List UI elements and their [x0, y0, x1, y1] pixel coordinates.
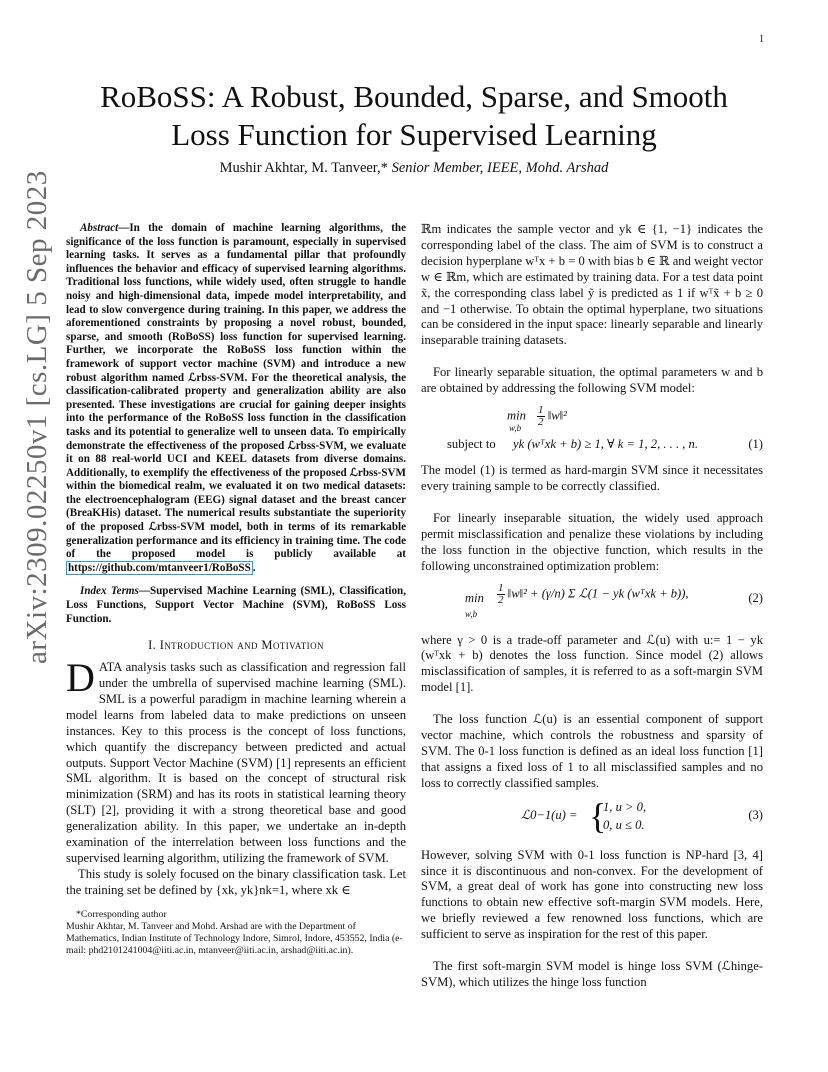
eq3-brace: {: [589, 795, 607, 836]
eq2-body: ‖w‖² + (γ/n) Σ ℒ(1 − yk (wᵀxk + b)),: [507, 585, 689, 600]
eq1-constraint: yk (wᵀxk + b) ≥ 1, ∀ k = 1, 2, . . . , n.: [513, 437, 699, 452]
section-heading: I. Introduction and Motivation: [148, 638, 324, 653]
page-number: 1: [759, 34, 764, 45]
index-terms: [66, 585, 406, 626]
eq2-min: min: [465, 590, 484, 605]
code-link[interactable]: https://github.com/mtanveer1/RoBoSS: [68, 561, 251, 574]
equation-2: [421, 579, 763, 629]
eq1-half: $\frac{1}{2}$: [538, 404, 544, 429]
title-line-1: RoBoSS: A Robust, Bounded, Sparse, and Smooth: [100, 79, 728, 114]
eq1-subscript: w,b: [509, 423, 522, 434]
arxiv-identifier-stamp: arXiv:2309.02250v1 [cs.LG] 5 Sep 2023: [21, 170, 53, 664]
author-line: [0, 160, 828, 177]
footnote: [66, 909, 406, 957]
abstract: [66, 222, 406, 575]
index-terms-body: —Supervised Machine Learning (SML), Classification, Loss Functions, Support Vector Machine (SVM), RoBoSS Loss Function.: [66, 585, 406, 625]
equation-1: [421, 401, 763, 459]
title-line-2: Loss Function for Supervised Learning: [171, 117, 657, 152]
intro-paragraph-1: [66, 655, 406, 867]
eq3-lhs: ℒ0−1(u) =: [521, 807, 578, 822]
right-paragraph-5: where γ > 0 is a trade-off parameter and ℒ(u) with u:= 1 − yk (wᵀxk + b) denotes the loss function. Since model (2) allows misclassification of samples, it is referred to as a soft-margin SVM model [1].: [421, 632, 763, 695]
right-column: [421, 222, 763, 991]
eq2-subscript: w,b: [465, 608, 478, 619]
footnote-mark: *Corresponding author: [76, 908, 167, 920]
drop-cap: D: [66, 655, 95, 701]
intro-text-1: ATA analysis tasks such as classification and regression fall under the umbrella of supervised machine learning (SML). SML is a powerful paradigm in machine learning wherein a model learns from labeled data to make predictions on unseen instances. Key to this process is the concept of loss functions, which quantify the discrepancy between predicted and actual outputs. Support Vector Machine (SVM) [1] represents an efficient SML algorithm. It is based on the concept of structural risk minimization (SRM) and has its roots in statistical learning theory (SLT) [2], providing it with a strong theoretical base and good generalization ability. In this paper, we undertake an in-depth examination of the interrelation between loss functions and the supervised learning algorithm, utilizing the framework of SVM.: [66, 660, 406, 865]
right-paragraph-2: For linearly separable situation, the optimal parameters w and b are obtained by addressing the following SVM model:: [421, 365, 763, 396]
eq2-half: $\frac{1}{2}$: [498, 581, 504, 606]
footnote-text: Mushir Akhtar, M. Tanveer and Mohd. Arshad are with the Department of Mathematics, Indian Institute of Technology Indore, Simrol, Indore, 453552, India (e-mail: phd2101241004@iiti.ac.in, mtanveer@iiti.ac.in, arshad@iiti.ac.in).: [66, 920, 403, 956]
eq1-number: (1): [748, 437, 763, 452]
eq1-objective: ‖w‖²: [547, 408, 567, 423]
intro-paragraph-2: This study is solely focused on the binary classification task. Let the training set be defined by {xk, yk}nk=1, where xk ∈: [66, 866, 406, 897]
eq3-case-1: 1, u > 0,: [603, 799, 647, 814]
eq3-number: (3): [748, 807, 763, 822]
right-paragraph-8: The first soft-margin SVM model is hinge loss SVM (ℒhinge-SVM), which utilizes the hinge loss function: [421, 959, 763, 989]
paper-title: [0, 78, 828, 154]
eq2-number: (2): [748, 590, 763, 605]
right-paragraph-3: The model (1) is termed as hard-margin SVM since it necessitates every training sample to be correctly classified.: [421, 463, 763, 493]
abstract-body: —In the domain of machine learning algorithms, the significance of the loss function is paramount, especially in supervised learning tasks. It serves as a fundamental pillar that profoundly influences the behavior and efficacy of supervised learning algorithms. Traditional loss functions, while widely used, often struggle to handle noisy and high-dimensional data, impede model interpretability, and lead to slow convergence during training. In this paper, we address the aforementioned constraints by proposing a novel robust, bounded, sparse, and smooth (RoBoSS) loss function for supervised learning. Further, we incorporate the RoBoSS loss function within the framework of support vector machine (SVM) and introduce a new robust algorithm named ℒrbss-SVM. For the theoretical analysis, the classification-calibrated property and generalization ability are also presented. These investigations are crucial for gaining deeper insights into the performance of the RoBoSS loss function in the classification tasks and its potential to generalize well to unseen data. To empirically demonstrate the effectiveness of the proposed ℒrbss-SVM, we evaluate it on 88 real-world UCI and KEEL datasets from diverse domains. Additionally, to exemplify the effectiveness of the proposed ℒrbss-SVM within the biomedical realm, we evaluated it on two medical datasets: the electroencephalogram (EEG) signal dataset and the breast cancer (BreaKHis) dataset. The numerical results substantiate the superiority of the proposed ℒrbss-SVM model, both in terms of its remarkable generalization performance and its efficiency in training time. The code of the proposed model is publicly available at: [66, 222, 406, 561]
equation-3: [421, 796, 763, 844]
eq1-min: min: [507, 408, 526, 423]
right-paragraph-7: However, solving SVM with 0-1 loss function is NP-hard [3, 4] since it is discontinuous and non-convex. For the development of SVM, a great deal of work has gone into constructing new loss functions to obtain new effective soft-margin SVM models. Here, we briefly reviewed a few renowned loss functions, which are sufficient to serve as inspiration for the rest of this paper.: [421, 847, 763, 942]
eq3-case-2: 0, u ≤ 0.: [603, 817, 645, 832]
right-paragraph-4: For linearly inseparable situation, the widely used approach permit misclassification and penalize these violations by including the loss function in the objective function, which results in the following unconstrained optimization problem:: [421, 510, 763, 573]
index-terms-lead: Index Terms: [80, 585, 139, 598]
right-paragraph-1: ℝm indicates the sample vector and yk ∈ {1, −1} indicates the corresponding label of the class. The aim of SVM is to construct a decision hyperplane wᵀx + b = 0 with bias b ∈ ℝ and weight vector w ∈ ℝm, which are estimated by training data. For a test data point x̃, the corresponding class label ỹ is predicted as 1 if wᵀx̃ + b ≥ 0 and −1 otherwise. To obtain the optimal hyperplane, two situations can be considered in the input space: linearly separable and linearly inseparable training datasets.: [421, 222, 763, 348]
left-column: [66, 222, 406, 957]
author-affiliation-tag: Senior Member, IEEE, Mohd. Arshad: [391, 160, 609, 176]
abstract-end: .: [252, 561, 256, 574]
abstract-lead: Abstract: [80, 222, 119, 234]
right-paragraph-6: The loss function ℒ(u) is an essential component of support vector machine, which controls the robustness and sparsity of SVM. The 0-1 loss function is defined as an ideal loss function [1] that assigns a fixed loss of 1 to all misclassified samples and no loss to correctly classified samples.: [421, 712, 763, 790]
eq1-subject-to: subject to: [447, 437, 496, 452]
author-names: Mushir Akhtar, M. Tanveer,*: [219, 160, 392, 176]
